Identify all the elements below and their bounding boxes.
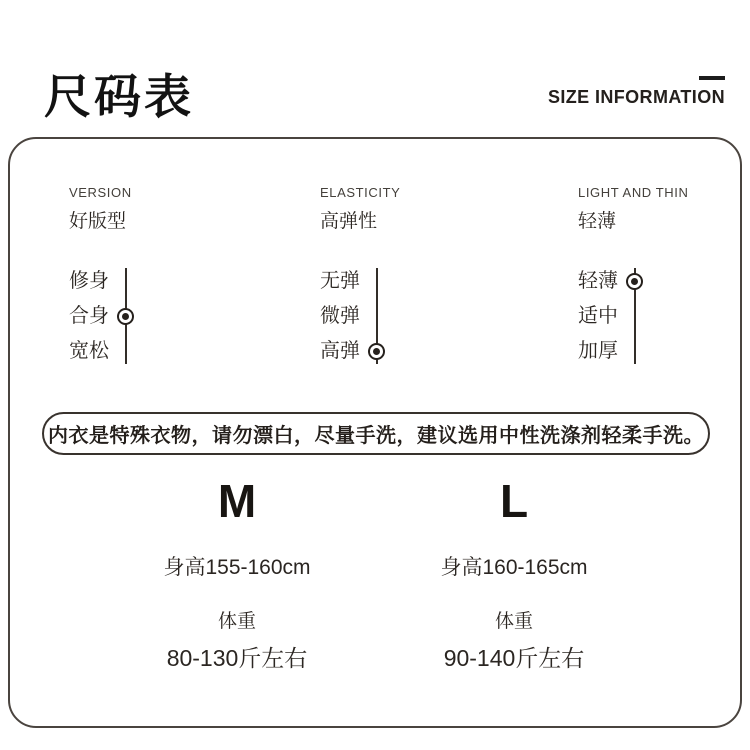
feature-elasticity-label-en: ELASTICITY [320,185,401,200]
feature-elasticity-options [320,264,400,369]
feature-version [69,185,135,369]
option-slight-stretch: 微弹 [320,305,360,327]
feature-thickness-label-en: LIGHT AND THIN [578,185,689,200]
option-medium: 适中 [578,305,618,327]
size-name: M [217,475,257,527]
size-weight-label: 体重 [217,611,256,632]
selector-track [626,264,644,369]
selector-track [117,264,135,369]
feature-thickness-options [578,264,689,369]
care-notice: 内衣是特殊衣物，请勿漂白，尽量手洗，建议选用中性洗涤剂轻柔手洗。 [42,412,710,455]
radio-indicator-icon [368,343,385,360]
feature-elasticity-label-cn: 高弹性 [320,211,378,232]
option-thin: 轻薄 [578,270,618,292]
option-slim-fit: 修身 [69,270,109,292]
size-weight-label: 体重 [494,611,533,632]
option-no-stretch: 无弹 [320,270,360,292]
feature-version-label-en: VERSION [69,185,132,200]
option-labels [578,264,618,369]
size-name: L [499,475,529,527]
dash-decoration [699,76,725,80]
option-labels [320,264,360,369]
page-title: 尺码表 [44,70,194,123]
size-card-l [364,475,664,673]
feature-thickness-label-cn: 轻薄 [578,211,617,232]
option-thick: 加厚 [578,340,618,362]
feature-thickness [578,185,689,369]
selector-track [368,264,386,369]
feature-version-options [69,264,135,369]
radio-indicator-icon [117,308,134,325]
feature-version-label-cn: 好版型 [69,211,127,232]
option-high-stretch: 高弹 [320,340,360,362]
size-card-m [87,475,387,673]
page-subtitle: SIZE INFORMATION [547,87,725,107]
option-loose-fit: 宽松 [69,340,109,362]
size-weight-range: 80-130斤左右 [166,645,308,671]
option-labels [69,264,109,369]
size-height-range: 身高155-160cm [163,556,311,579]
size-weight-range: 90-140斤左右 [443,645,585,671]
header-subtitle-block [548,76,725,108]
content-panel [8,137,742,728]
size-height-range: 身高160-165cm [440,556,588,579]
feature-elasticity [320,185,400,369]
radio-indicator-icon [626,273,643,290]
option-regular-fit: 合身 [69,305,109,327]
